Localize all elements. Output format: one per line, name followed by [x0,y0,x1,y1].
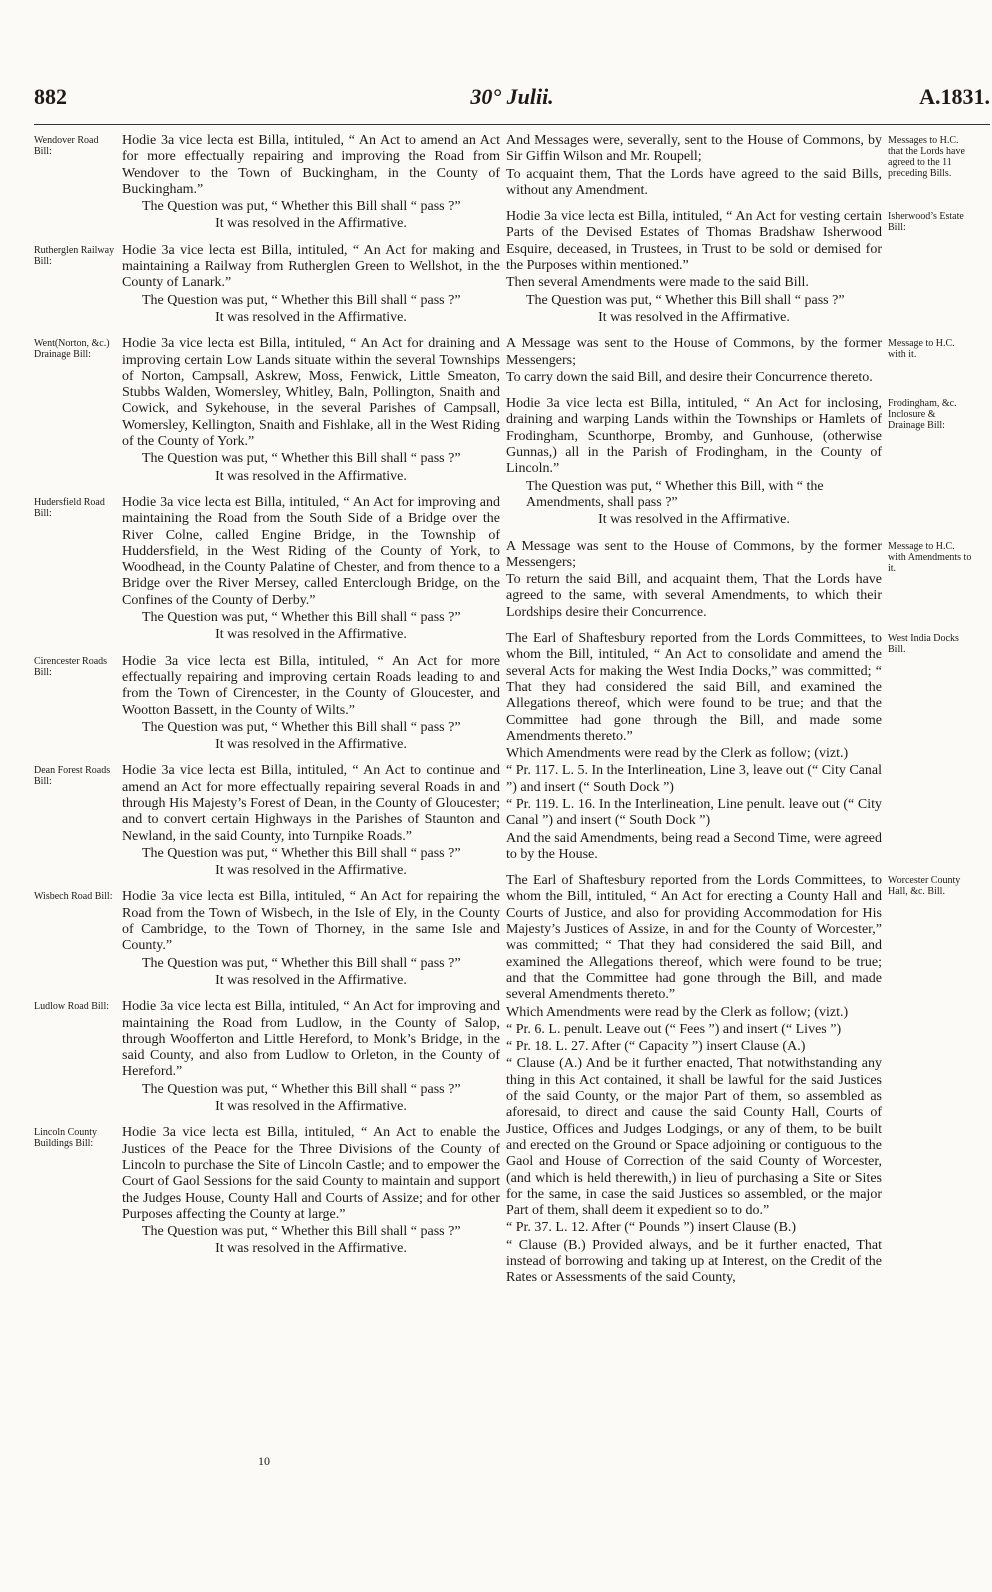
minute-entry [504,336,992,386]
right-column [504,133,992,1297]
margin-note: Frodingham, &c. Inclosure & Drainage Bill: [888,398,957,432]
paragraph: “ Clause (B.) Provided always, and be it further enacted, That instead of borrowing and taking up at Interest, on the Credit of the Rates or Assessments of the said County, [506,1237,882,1286]
paragraph: To carry down the said Bill, and desire their Concurrence thereto. [506,369,873,385]
bill-entry [34,336,504,485]
minute-entry [504,873,992,1286]
entry-body [506,396,882,528]
entry-body [122,999,500,1115]
entry-body [122,336,500,485]
entry-body [506,209,882,326]
bill-entry [34,889,504,989]
resolution-text: It was resolved in the Affirmative. [215,309,407,325]
margin-note: Message to H.C. with Amendments to it. [888,540,972,574]
bill-text: Hodie 3a vice lecta est Billa, intituled, “ An Act for improving and maintaining the Road from Ludlow, in the County of Salop, through Woofferton and Little Hereford, to Monk’s Bridge, in the said County, and also from Ludlow to Orleton, in the County of Hereford.” [122,999,500,1080]
page-number: 882 [34,84,67,109]
entry-body [122,243,500,326]
signature-number: 10 [258,1454,270,1468]
margin-note: Worcester County Hall, &c. Bill. [888,875,961,898]
paragraph: Then several Amendments were made to the said Bill. [506,275,809,291]
margin-note: Message to H.C. with it. [888,338,955,361]
entry-body [122,133,500,233]
margin-note: Hudersfield Road Bill: [34,496,105,519]
resolution-text: It was resolved in the Affirmative. [598,512,790,528]
resolution-text: It was resolved in the Affirmative. [215,972,407,988]
entry-body [506,336,882,386]
margin-note: Went(Norton, &c.) Drainage Bill: [34,338,110,361]
paragraph: “ Pr. 6. L. penult. Leave out (“ Fees ”) and insert (“ Lives ”) [506,1021,842,1037]
margin-note: Wendover Road Bill: [34,135,99,157]
paragraph: And Messages were, severally, sent to the House of Commons, by Sir Giffin Wilson and Mr. Roupell; [506,133,882,165]
minute-entry [504,209,992,326]
paragraph: To return the said Bill, and acquaint them, That the Lords have agreed to the same, with several Amendments, to which their Lordships desire their Concurrence. [506,572,882,620]
paragraph: To acquaint them, That the Lords have agreed to the said Bills, without any Amendment. [506,166,882,198]
question-text: The Question was put, “ Whether this Bill shall “ pass ?” [142,199,461,215]
paragraph: “ Pr. 18. L. 27. After (“ Capacity ”) insert Clause (A.) [506,1039,806,1055]
margin-note: Lincoln County Buildings Bill: [34,1127,98,1150]
bill-text: Hodie 3a vice lecta est Billa, intituled, “ An Act for draining and improving certain Low Lands situate within the several Townships of Norton, Campsall, Askrew, Moss, Fenwick, Little Smeaton, Stubbs Walden, Womersley, Whitley, Baln, Pollington, Snaith and Cowick, and Sykehouse, in the several Parishes of Campsall, Womersley, Kellington, Snaith and Fishlake, all in the West Riding of the County of York.” [122,336,500,450]
resolution-text: It was resolved in the Affirmative. [215,216,407,232]
bill-entry [34,1125,504,1257]
entry-body [122,654,500,754]
question-text: The Question was put, “ Whether this Bill shall “ pass ?” [142,719,461,735]
resolution-text: It was resolved in the Affirmative. [215,1099,407,1115]
margin-note: Ludlow Road Bill: [34,1001,109,1013]
resolution-text: It was resolved in the Affirmative. [215,863,407,879]
paragraph: “ Pr. 119. L. 16. In the Interlineation, Line penult. leave out (“ City Canal ”) and insert (“ South Dock ”) [506,796,882,829]
question-text: The Question was put, “ Whether this Bill shall “ pass ?” [142,955,461,971]
margin-note: Dean Forest Roads Bill: [34,765,111,788]
bill-text: Hodie 3a vice lecta est Billa, intituled, “ An Act to amend an Act for more effectually repairing and improving the Road from Wendover to the Town of Buckingham, in the County of Buckingham.” [122,133,500,197]
resolution-text: It was resolved in the Affirmative. [215,627,407,643]
paragraph: “ Pr. 37. L. 12. After (“ Pounds ”) insert Clause (B.) [506,1220,797,1236]
paragraph: Which Amendments were read by the Clerk as follow; (vizt.) [506,746,849,762]
question-text: The Question was put, “ Whether this Bill shall “ pass ?” [526,292,845,308]
paragraph: “ Pr. 117. L. 5. In the Interlineation, Line 3, leave out (“ City Canal ”) and insert (“ South Dock ”) [506,763,882,795]
paragraph: Which Amendments were read by the Clerk as follow; (vizt.) [506,1004,849,1020]
bill-entry [34,495,504,644]
entry-body [122,889,500,989]
resolution-text: It was resolved in the Affirmative. [215,737,407,753]
paragraph: A Message was sent to the House of Commons, by the former Messengers; [506,336,882,368]
paragraph: Hodie 3a vice lecta est Billa, intituled, “ An Act for inclosing, draining and warping Lands within the Townships or Hamlets of Frodingham, Scunthorpe, Bromby, and Gunhouse, (otherwise Gunnas,) all in the Parish of Frodingham, in the County of Lincoln.” [506,396,882,477]
paragraph: A Message was sent to the House of Commons, by the former Messengers; [506,538,882,570]
bill-entry [34,133,504,233]
bill-text: Hodie 3a vice lecta est Billa, intituled, “ An Act to enable the Justices of the Peace for the Three Divisions of the County of Lincoln to purchase the Site of Lincoln Castle; and to empower the Court of Gaol Sessions for the said County to maintain and support the Judges House, County Hall and Courts of Assize; and for other Purposes affecting the County at large.” [122,1125,500,1222]
resolution-text: It was resolved in the Affirmative. [215,1241,407,1257]
entry-body [506,539,882,621]
page-year: A.1831. [919,84,990,109]
entry-body [506,133,882,199]
bill-text: Hodie 3a vice lecta est Billa, intituled, “ An Act for repairing the Road from the Town of Wisbech, in the Isle of Ely, in the County of Cambridge, to the Town of Thorney, in the same Isle and County.” [122,889,500,954]
paragraph: Hodie 3a vice lecta est Billa, intituled, “ An Act for vesting certain Parts of the Devised Estates of Thomas Bradshaw Isherwood Esquire, deceased, in Trustees, in Trust to be sold or demised for the Purposes within mentioned.” [506,209,882,274]
minute-entry [504,631,992,863]
paragraph: And the said Amendments, being read a Second Time, were agreed to by the House. [506,830,882,862]
resolution-text: It was resolved in the Affirmative. [215,468,407,484]
bill-text: Hodie 3a vice lecta est Billa, intituled, “ An Act to continue and amend an Act for more effectually repairing several Roads in and through His Majesty’s Forest of Dean, in the County of Gloucester; and to convert certain Highways in the Parishes of Staunton and Newland, in the said County, into Turnpike Roads.” [122,763,500,844]
left-column [34,133,504,1268]
minute-entry [504,539,992,621]
question-text: The Question was put, “ Whether this Bill shall “ pass ?” [142,292,461,308]
paragraph: The Earl of Shaftesbury reported from the Lords Committees, to whom the Bill, intituled, “ An Act for erecting a County Hall and Courts of Justice, and also for providing Accommodation for His Majesty’s Justices of Assize, in and for the County of Worcester,” was committed; “ That they had considered the said Bill, and examined the Allegations thereof, which were found to be true; and that the Committee had gone through the Bill, and made several Amendments thereto.” [506,873,882,1003]
minute-entry [504,133,992,199]
resolution-text: It was resolved in the Affirmative. [598,309,790,325]
margin-note: Messages to H.C. that the Lords have agreed to the 11 preceding Bills. [888,135,965,179]
header-rule [34,124,990,125]
margin-note: Cirencester Roads Bill: [34,655,108,678]
margin-note: Wisbech Road Bill: [34,891,113,903]
paragraph: The Earl of Shaftesbury reported from the Lords Committees, to whom the Bill, intituled, “ An Act to consolidate and amend the several Acts for making the West India Docks,” was committed; “ That they had considered the said Bill, and examined the Allegations thereof, which were found to be true; and that the Committee had gone through the Bill, and made some Amendments thereto.” [506,631,882,744]
question-text: The Question was put, “ Whether this Bill, with “ the Amendments, shall pass ?” [526,478,824,510]
bill-entry [34,243,504,326]
question-text: The Question was put, “ Whether this Bill shall “ pass ?” [142,610,461,626]
question-text: The Question was put, “ Whether this Bill shall “ pass ?” [142,1224,461,1240]
bill-text: Hodie 3a vice lecta est Billa, intituled, “ An Act for more effectually repairing and improving certain Roads leading to and from the Town of Cirencester, in the County of Gloucester, and Wootton Bassett, in the County of Wilts.” [122,653,500,718]
bill-entry [34,999,504,1115]
entry-body [122,763,500,879]
page-header [34,84,990,124]
margin-note: Rutherglen Railway Bill: [34,244,115,267]
entry-body [122,495,500,644]
bill-entry [34,763,504,879]
entry-body [122,1125,500,1257]
bill-entry [34,654,504,754]
entry-body [506,873,882,1286]
question-text: The Question was put, “ Whether this Bill shall “ pass ?” [142,451,461,467]
question-text: The Question was put, “ Whether this Bill shall “ pass ?” [142,1081,461,1097]
margin-note: Isherwood’s Estate Bill: [888,211,964,234]
entry-body [506,631,882,863]
bill-text: Hodie 3a vice lecta est Billa, intituled, “ An Act for making and maintaining a Railway from Rutherglen Green to Wellshot, in the County of Lanark.” [122,242,500,291]
paragraph: “ Clause (A.) And be it further enacted, That notwithstanding any thing in this Act contained, it shall be lawful for the said Justices of the said County, or the major Part of them, so assembled as aforesaid, to direct and cause the said County Hall, Courts of Justice, Offices and Judges Lodgings, or any of them, to be built and erected on the Ground or Space adjoining or contiguous to the Gaol and House of Correction of the said County of Worcester, (and which is held therewith,) in lieu of purchasing a Site or Sites for the same, in case the said Justices so assembled, or the major Part of them, shall deem it expedient so to do.” [506,1056,882,1219]
question-text: The Question was put, “ Whether this Bill shall “ pass ?” [142,845,461,861]
minute-entry [504,396,992,528]
page-date: 30° Julii. [470,84,554,109]
bill-text: Hodie 3a vice lecta est Billa, intituled, “ An Act for improving and maintaining the Road from the South Side of a Bridge over the River Colne, called Engine Bridge, in the Township of Huddersfield, in the West Riding of the County of York, to Woodhead, in the County Palatine of Chester, and from thence to a Bridge over the River Mersey, called Enterclough Bridge, on the Confines of the County of Derby.” [122,494,500,608]
margin-note: West India Docks Bill. [888,633,959,656]
